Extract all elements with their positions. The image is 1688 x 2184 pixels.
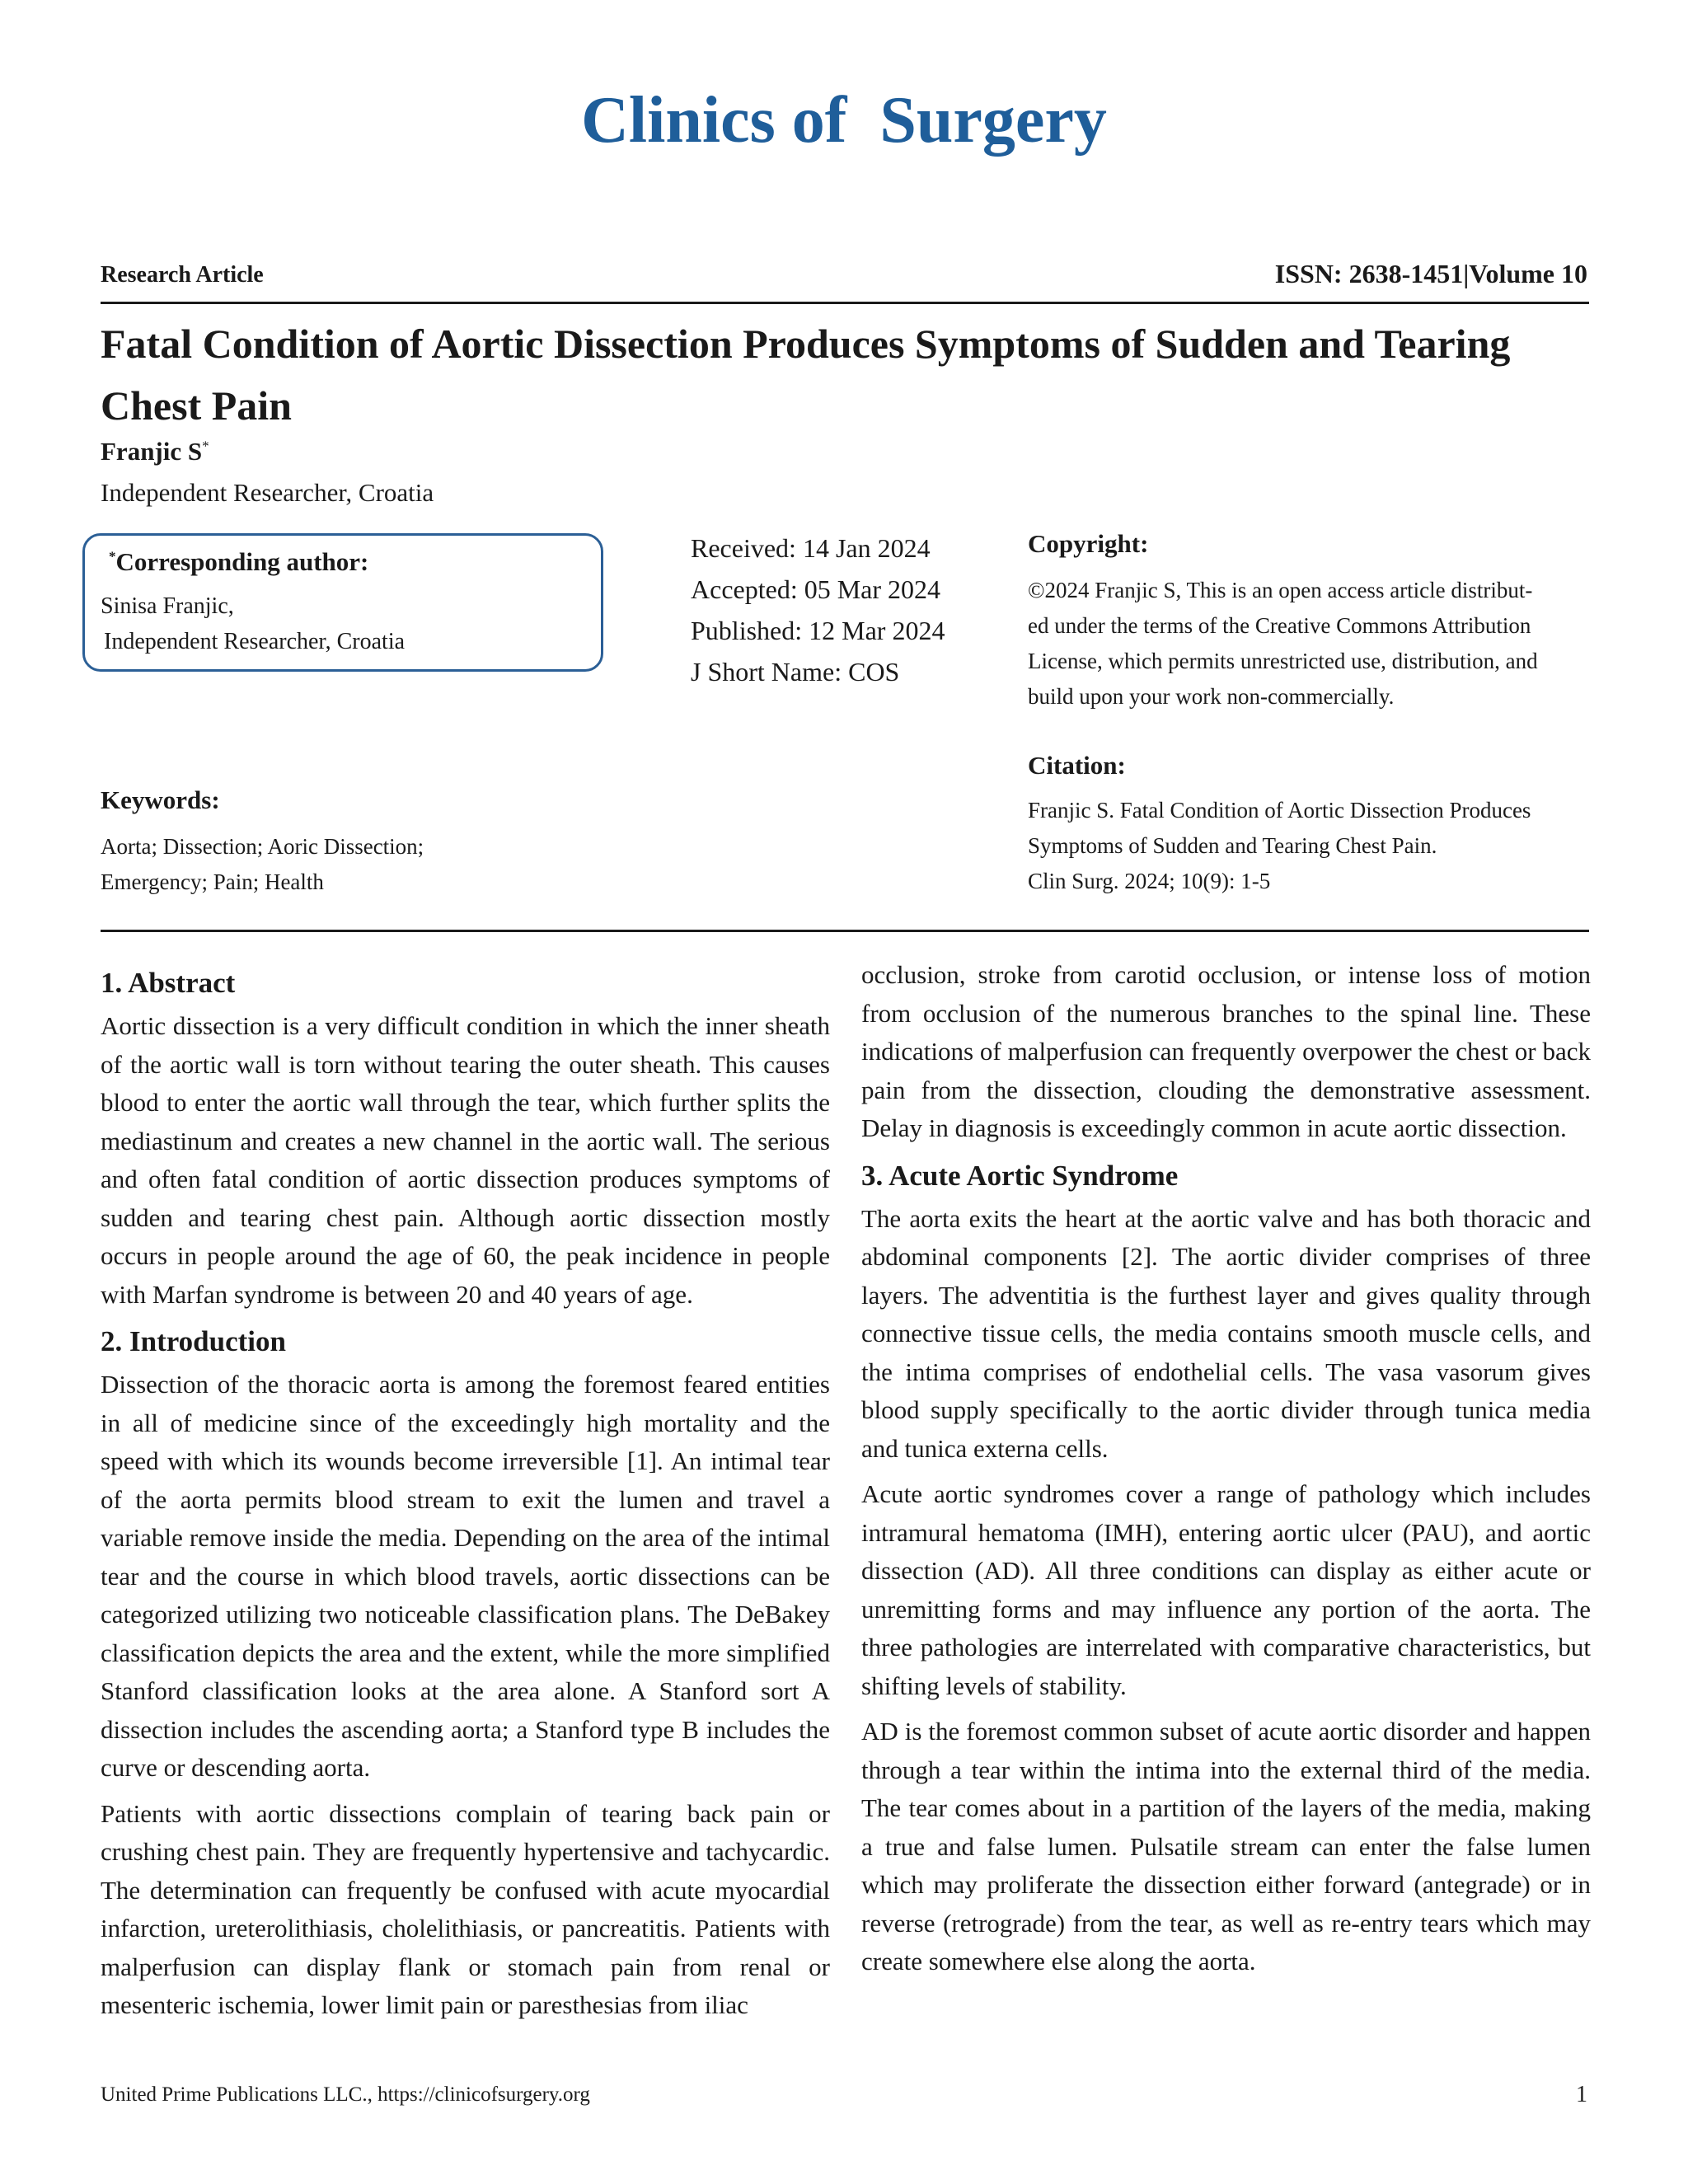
introduction-paragraph: Dissection of the thoracic aorta is among the foremost feared entities in all of medicine since of the exceedingly high mortality and the speed with which its wounds become irreversible [1]. An intimal tear of the aorta permits blood stream to exit the lumen and travel a variable remove inside the media. Depending on the area of the intimal tear and the course in which blood travels, aortic dissections can be categorized utilizing two noticeable classification plans. The DeBakey classification depicts the area and the extent, while the more simplified Stanford classification looks at the area alone. A Stanford sort A dissection includes the ascending aorta; a Stanford type B includes the curve or descending aorta. (101, 1370, 830, 1782)
abstract-paragraph: Aortic dissection is a very difficult condition in which the inner sheath of the aortic wall is torn without tearing the outer sheath. This causes blood to enter the aortic wall through the tear, which further splits the mediastinum and creates a new channel in the aortic wall. The serious and often fatal condition of aortic dissection produces symptoms of sudden and tearing chest pain. Although aortic dissection mostly occurs in people around the age of 60, the peak incidence in people with Marfan syndrome is between 20 and 40 years of age. (101, 1011, 830, 1309)
abstract-heading: 1. Abstract (101, 967, 236, 999)
keywords-label: Keywords: (101, 785, 220, 814)
corresponding-author-name: Sinisa Franjic, (101, 593, 234, 619)
corresponding-author-label: *Corresponding author: (109, 547, 369, 576)
corresponding-author-affiliation: Independent Researcher, Croatia (104, 629, 406, 654)
keywords-text (101, 829, 424, 900)
keywords-line: Emergency; Pain; Health (101, 869, 324, 894)
citation-text (1028, 793, 1531, 899)
copyright-line: ed under the terms of the Creative Commons Attribution (1028, 613, 1531, 638)
copyright-line: build upon your work non-commercially. (1028, 684, 1395, 709)
author-mark: * (202, 438, 209, 454)
body-right-column (861, 956, 1591, 1989)
syndrome-paragraph: Acute aortic syndromes cover a range of pathology which includes intramural hematoma (IMH), entering aortic ulcer (PAU), and aortic dissection (AD). All three conditions can display as either acute or unremitting forms and may influence any portion of the aorta. The three pathologies are interrelated with comparative characteristics, but shifting levels of stability. (861, 1479, 1591, 1700)
author-name: Franjic S* (101, 437, 209, 466)
author-affiliation: Independent Researcher, Croatia (101, 478, 434, 507)
journal-short-name: J Short Name: COS (691, 657, 900, 687)
keywords-line: Aorta; Dissection; Aoric Dissection; (101, 834, 424, 859)
copyright-line: ©2024 Franjic S, This is an open access article distribut- (1028, 578, 1533, 602)
front-matter-rule (101, 930, 1589, 932)
article-title: Fatal Condition of Aortic Dissection Produces Symptoms of Sudden and Tearing Chest Pain (101, 321, 1511, 429)
citation-line: Clin Surg. 2024; 10(9): 1-5 (1028, 869, 1271, 893)
journal-title: Clinics of Surgery (581, 84, 1107, 157)
article-dates (691, 527, 945, 692)
introduction-paragraph: Patients with aortic dissections complain of tearing back pain or crushing chest pain. They are frequently hypertensive and tachycardic. The determination can frequently be confused with acute myocardial infarction, ureterolithiasis, cholelithiasis, or pancreatitis. Patients with malperfusion can display flank or stomach pain from renal or mesenteric ischemia, lower limit pain or paresthesias from iliac (101, 1798, 830, 2019)
received-date: Received: 14 Jan 2024 (691, 533, 931, 563)
introduction-heading: 2. Introduction (101, 1325, 286, 1357)
citation-line: Symptoms of Sudden and Tearing Chest Pain. (1028, 833, 1437, 858)
page-number: 1 (1576, 2082, 1587, 2107)
syndrome-paragraph: The aorta exits the heart at the aortic valve and has both thoracic and abdominal components [2]. The aortic divider comprises of three layers. The adventitia is the furthest layer and gives quality through connective tissue cells, the media contains smooth muscle cells, and the intima comprises of endothelial cells. The vasa vasorum gives blood supply specifically to the aortic divider through tunica media and tunica externa cells. (861, 1203, 1591, 1463)
copyright-label: Copyright: (1028, 529, 1149, 558)
citation-label: Citation: (1028, 751, 1126, 780)
article-type: Research Article (101, 262, 264, 288)
introduction-paragraph-continued: occlusion, stroke from carotid occlusion, or intense loss of motion from occlusion of the numerous branches to the spinal line. These indications of malperfusion can frequently overpower the chest or back pain from the dissection, clouding the demonstrative assessment. Delay in diagnosis is exceedingly common in acute aortic dissection. (861, 960, 1591, 1142)
syndrome-heading: 3. Acute Aortic Syndrome (861, 1159, 1179, 1192)
body-left-column (101, 963, 830, 2032)
citation-line: Franjic S. Fatal Condition of Aortic Dissection Produces (1028, 798, 1531, 823)
accepted-date: Accepted: 05 Mar 2024 (691, 574, 941, 604)
syndrome-paragraph: AD is the foremost common subset of acute aortic disorder and happen through a tear within the intima into the external third of the media. The tear comes about in a partition of the layers of the media, making a true and false lumen. Pulsatile stream can enter the false lumen which may proliferate the dissection either forward (antegrade) or in reverse (retrograde) from the tear, as well as re-entry tears which may create somewhere else along the aorta. (861, 1717, 1591, 1975)
header-rule (101, 302, 1589, 304)
published-date: Published: 12 Mar 2024 (691, 616, 945, 645)
issn-volume: ISSN: 2638-1451|Volume 10 (1274, 259, 1587, 288)
footer-publisher: United Prime Publications LLC., https://clinicofsurgery.org (101, 2083, 590, 2106)
copyright-line: License, which permits unrestricted use, distribution, and (1028, 649, 1538, 673)
copyright-text (1028, 573, 1538, 715)
